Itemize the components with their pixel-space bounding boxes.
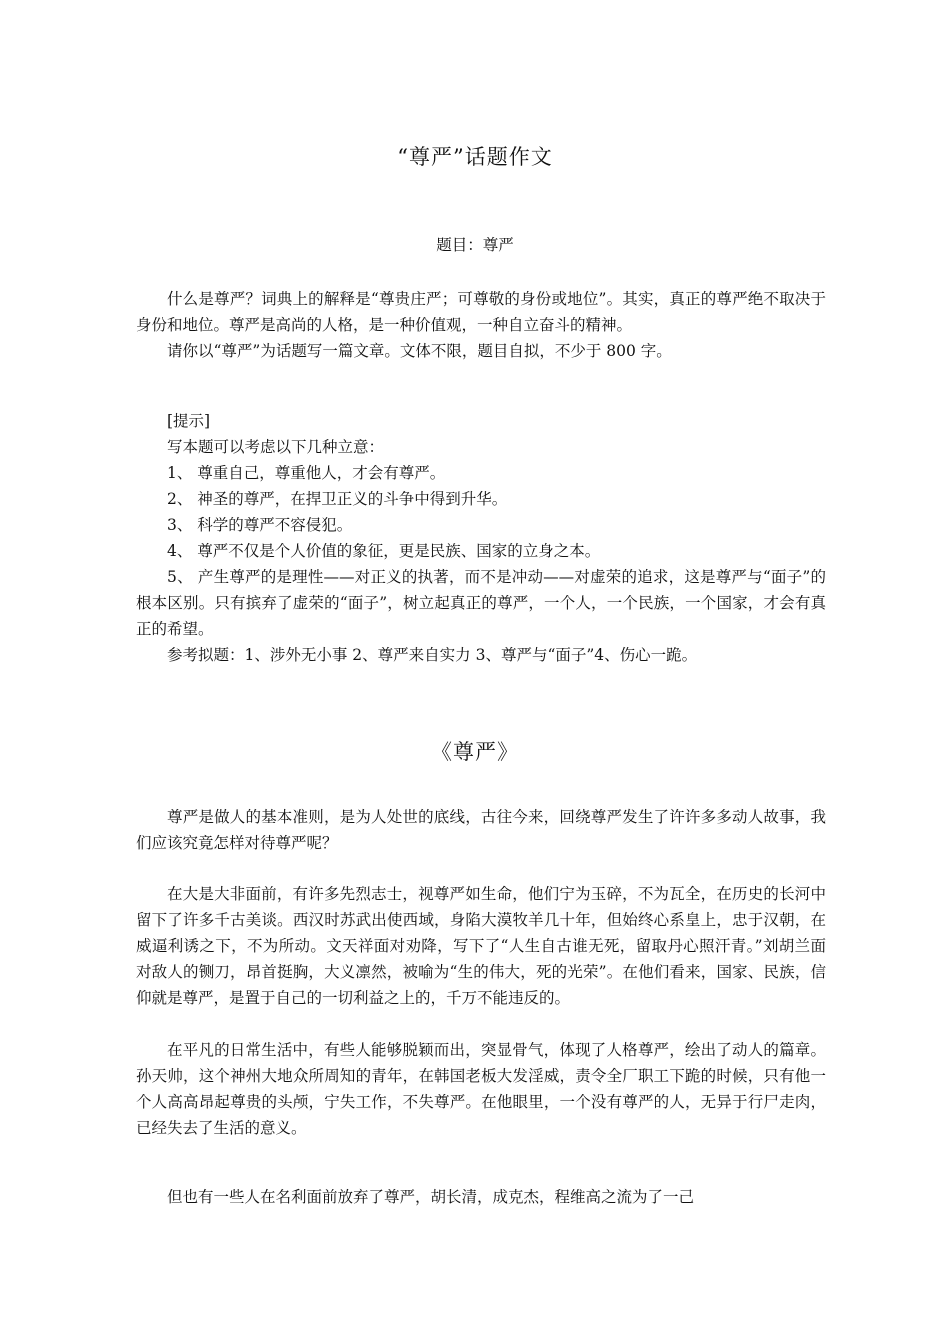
hint-item: 2、 神圣的尊严，在捍卫正义的斗争中得到升华。: [167, 490, 508, 508]
essay-paragraph-text: 尊严是做人的基本准则，是为人处世的底线，古往今来，回绕尊严发生了许许多多动人故事，我们应该究竟怎样对待尊严呢？: [136, 808, 826, 852]
essay-paragraph-text: 在大是大非面前，有许多先烈志士，视尊严如生命，他们宁为玉碎，不为瓦全，在历史的长河中留下了许多千古美谈。西汉时苏武出使西域，身陷大漠牧羊几十年，但始终心系皇上，忠于汉朝，在威逼利诱之下，不为所动。文天祥面对劝降，写下了“人生自古谁无死，留取丹心照汗青。”刘胡兰面对敌人的铡刀，昂首挺胸，大义凛然，被喻为“生的伟大，死的光荣”。在他们看来，国家、民族，信仰就是尊严，是置于自己的一切利益之上的，千万不能违反的。: [136, 885, 826, 1007]
hint-item: 4、 尊严不仅是个人价值的象征，更是民族、国家的立身之本。: [167, 542, 601, 560]
essay-paragraph: [136, 881, 826, 1011]
intro-section: [136, 286, 826, 364]
essay-paragraph-text: 但也有一些人在名利面前放弃了尊严，胡长清，成克杰，程维高之流为了一己: [167, 1188, 695, 1206]
essay-title: 《尊严》: [431, 740, 519, 764]
intro-paragraph: 什么是尊严？词典上的解释是“尊贵庄严；可尊敬的身份或地位”。其实，真正的尊严绝不取决于身份和地位。尊严是高尚的人格，是一种价值观，一种自立奋斗的精神。: [136, 290, 826, 334]
hint-intro: 写本题可以考虑以下几种立意：: [167, 438, 385, 456]
hint-item: 3、 科学的尊严不容侵犯。: [167, 516, 353, 534]
hint-heading: [提示]: [167, 412, 211, 430]
hint-item: 1、 尊重自己，尊重他人，才会有尊严。: [167, 464, 446, 482]
essay-paragraph: [136, 1184, 826, 1210]
requirement-paragraph: 请你以“尊严”为话题写一篇文章。文体不限，题目自拟，不少于 800 字。: [167, 342, 672, 360]
hint-item: 5、 产生尊严的是理性——对正义的执著，而不是冲动——对虚荣的追求，这是尊严与“面子”的根本区别。只有摈弃了虚荣的“面子”，树立起真正的尊严，一个人，一个民族，一个国家，才会有真正的希望。: [136, 568, 826, 638]
essay-paragraph: [136, 1037, 826, 1141]
hints-section: [136, 408, 826, 668]
essay-paragraph: [136, 804, 826, 856]
reference-titles: 参考拟题：1、涉外无小事 2、尊严来自实力 3、尊严与“面子”4、伤心一跪。: [167, 646, 698, 664]
page-title: “尊严”话题作文: [397, 145, 553, 169]
topic-subtitle: 题目：尊严: [436, 236, 514, 254]
essay-paragraph-text: 在平凡的日常生活中，有些人能够脱颖而出，突显骨气，体现了人格尊严，绘出了动人的篇章。孙天帅，这个神州大地众所周知的青年，在韩国老板大发淫威，责令全厂职工下跪的时候，只有他一个人高高昂起尊贵的头颅，宁失工作，不失尊严。在他眼里，一个没有尊严的人，无异于行尸走肉，已经失去了生活的意义。: [136, 1041, 826, 1137]
